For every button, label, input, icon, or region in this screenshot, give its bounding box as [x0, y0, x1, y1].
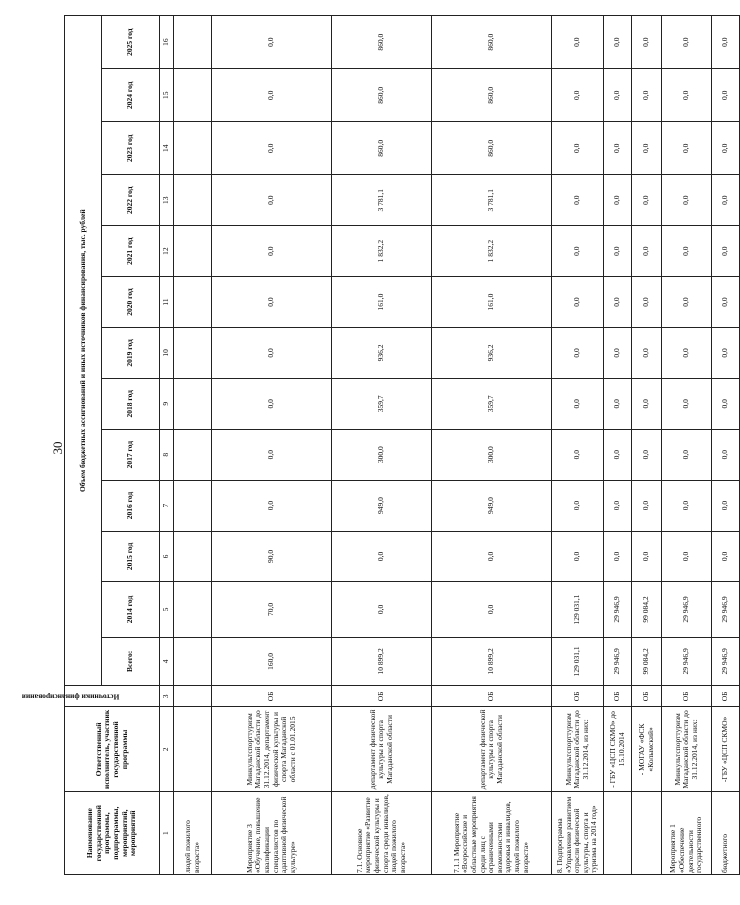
row-name: Мероприятие 3 «Обучение, повышение квалификации специалистов по адаптивной физической культуре»	[212, 792, 332, 875]
header-year: 2018 год	[102, 378, 160, 429]
table-row	[332, 16, 432, 875]
row-value: 0,0	[604, 122, 632, 175]
header-source: Источники финансирования	[21, 692, 119, 702]
row-value: 0,0	[212, 480, 332, 531]
row-value: 0,0	[604, 429, 632, 480]
row-value: 0,0	[712, 277, 740, 328]
header-year: 2022 год	[102, 175, 160, 226]
row-value: 3 781,1	[432, 175, 552, 226]
row-value: 0,0	[632, 429, 662, 480]
row-value: 29 946,9	[604, 582, 632, 637]
header-year: 2024 год	[102, 69, 160, 122]
row-value: 359,7	[432, 378, 552, 429]
row-source: ОБ	[552, 686, 604, 707]
header-year: 2023 год	[102, 122, 160, 175]
row-value: 0,0	[212, 122, 332, 175]
row-value: 0,0	[662, 122, 712, 175]
row-value: 0,0	[552, 378, 604, 429]
row-value: 0,0	[662, 226, 712, 277]
column-number: 7	[160, 480, 174, 531]
row-value: 0,0	[632, 531, 662, 582]
column-number: 16	[160, 16, 174, 69]
row-value: 0,0	[604, 16, 632, 69]
header-year: 2019 год	[102, 327, 160, 378]
row-value: 0,0	[604, 226, 632, 277]
row-value: 0,0	[552, 226, 604, 277]
row-value	[174, 327, 212, 378]
row-value	[174, 378, 212, 429]
row-value: 0,0	[662, 69, 712, 122]
row-value: 70,0	[212, 582, 332, 637]
row-value: 0,0	[604, 531, 632, 582]
row-source: ОБ	[712, 686, 740, 707]
rotated-table-container	[21, 15, 730, 875]
row-value: 0,0	[632, 378, 662, 429]
row-name	[604, 792, 632, 875]
row-executor: Минкультспорттуризм Магаданской области до 31.12.2014, департамент физической культуры и спорта Магаданской области с 01.01.2015	[212, 707, 332, 792]
row-value: 0,0	[662, 378, 712, 429]
header-year: 2016 год	[102, 480, 160, 531]
row-value	[174, 480, 212, 531]
row-value: 0,0	[712, 226, 740, 277]
column-number: 12	[160, 226, 174, 277]
row-value: 0,0	[604, 277, 632, 328]
row-name: людей пожилого возраста»	[174, 792, 212, 875]
row-value: 0,0	[552, 429, 604, 480]
column-number: 5	[160, 582, 174, 637]
row-value: 0,0	[712, 122, 740, 175]
row-total: 129 031,1	[552, 637, 604, 686]
row-value: 0,0	[432, 582, 552, 637]
row-value: 0,0	[212, 429, 332, 480]
row-value: 0,0	[662, 175, 712, 226]
row-executor: департамент физической культуры и спорта Магаданской области	[332, 707, 432, 792]
row-value: 860,0	[432, 122, 552, 175]
row-value	[174, 122, 212, 175]
column-number: 2	[160, 707, 174, 792]
header-year: 2025 год	[102, 16, 160, 69]
table-row	[174, 16, 212, 875]
row-total: 10 899,2	[432, 637, 552, 686]
row-value: 161,0	[332, 277, 432, 328]
column-number: 13	[160, 175, 174, 226]
header-executor: Ответственный исполнитель, участник государственной программы	[65, 707, 160, 792]
row-value: 99 084,2	[632, 582, 662, 637]
row-total: 29 946,9	[662, 637, 712, 686]
row-value: 0,0	[662, 327, 712, 378]
row-value	[174, 531, 212, 582]
row-value: 3 781,1	[332, 175, 432, 226]
row-value: 0,0	[632, 175, 662, 226]
row-name: 8. Подпрограмма «Управление развитием отрасли физической культуры, спорта и туризма на 2014 год»	[552, 792, 604, 875]
page-number: 30	[50, 441, 65, 455]
row-value: 0,0	[662, 531, 712, 582]
row-value: 29 946,9	[662, 582, 712, 637]
header-year: 2020 год	[102, 277, 160, 328]
row-value: 860,0	[432, 69, 552, 122]
row-value: 860,0	[332, 69, 432, 122]
row-source	[174, 686, 212, 707]
row-source: ОБ	[632, 686, 662, 707]
header-year: 2015 год	[102, 531, 160, 582]
table-row	[432, 16, 552, 875]
row-value: 0,0	[332, 582, 432, 637]
column-number: 4	[160, 637, 174, 686]
row-value: 90,0	[212, 531, 332, 582]
row-value: 0,0	[212, 175, 332, 226]
row-value: 0,0	[212, 378, 332, 429]
header-year: 2017 год	[102, 429, 160, 480]
row-value: 0,0	[662, 16, 712, 69]
row-value	[174, 69, 212, 122]
row-value: 129 031,1	[552, 582, 604, 637]
column-number-row	[160, 16, 174, 875]
row-executor: Минкультспорттуризм Магаданской области до 31.12.2014, из них:	[662, 707, 712, 792]
column-number: 6	[160, 531, 174, 582]
row-value	[174, 582, 212, 637]
row-executor: департамент физической культуры и спорта Магаданской области	[432, 707, 552, 792]
row-value: 0,0	[604, 327, 632, 378]
row-value: 0,0	[662, 277, 712, 328]
row-value: 0,0	[712, 175, 740, 226]
row-source: ОБ	[604, 686, 632, 707]
row-executor: - ГБУ «ЦСП СКМО» до 15.10.2014	[604, 707, 632, 792]
header-source-cell	[21, 686, 160, 707]
row-value: 0,0	[604, 480, 632, 531]
row-value: 0,0	[662, 480, 712, 531]
header-name: Наименование государственной программы, подпрограммы, мероприятий, мероприятий	[65, 792, 160, 875]
row-value: 0,0	[212, 69, 332, 122]
table-row	[604, 16, 632, 875]
row-value: 0,0	[604, 175, 632, 226]
row-value: 0,0	[632, 327, 662, 378]
column-number: 9	[160, 378, 174, 429]
row-value: 0,0	[552, 327, 604, 378]
table-row	[552, 16, 604, 875]
row-value	[174, 277, 212, 328]
row-value: 0,0	[632, 480, 662, 531]
row-value: 0,0	[712, 327, 740, 378]
row-name	[632, 792, 662, 875]
row-executor: - МОГАУ «ФСК «Колымский»	[632, 707, 662, 792]
row-total: 10 899,2	[332, 637, 432, 686]
row-value: 300,0	[332, 429, 432, 480]
row-value: 0,0	[712, 16, 740, 69]
row-value: 0,0	[604, 69, 632, 122]
row-executor	[174, 707, 212, 792]
table-row	[712, 16, 740, 875]
row-value: 949,0	[432, 480, 552, 531]
column-number: 8	[160, 429, 174, 480]
header-volume: Объем бюджетных ассигнований и иных источников финансирования, тыс. рублей	[65, 16, 102, 686]
row-value	[174, 429, 212, 480]
row-name: бюджетного	[712, 792, 740, 875]
row-executor: -ГБУ «ЦСП СКМО»	[712, 707, 740, 792]
row-value: 0,0	[552, 175, 604, 226]
row-name: 7.1. Основное мероприятие «Развитие физической культуры и спорта среди инвалидов, людей пожилого возраста»	[332, 792, 432, 875]
row-value: 0,0	[552, 531, 604, 582]
row-value: 0,0	[332, 531, 432, 582]
row-value: 0,0	[632, 16, 662, 69]
header-year: 2021 год	[102, 226, 160, 277]
row-value: 0,0	[552, 16, 604, 69]
column-number: 1	[160, 792, 174, 875]
row-value: 0,0	[632, 226, 662, 277]
financing-table	[21, 15, 740, 875]
row-value: 0,0	[212, 327, 332, 378]
row-value: 0,0	[632, 69, 662, 122]
row-value: 0,0	[432, 531, 552, 582]
row-value: 860,0	[432, 16, 552, 69]
row-value: 1 832,2	[432, 226, 552, 277]
table-row	[662, 16, 712, 875]
row-value: 0,0	[552, 277, 604, 328]
row-value: 161,0	[432, 277, 552, 328]
header-total: Всего:	[102, 637, 160, 686]
row-value: 0,0	[552, 480, 604, 531]
row-source: ОБ	[332, 686, 432, 707]
row-value: 0,0	[552, 69, 604, 122]
row-value: 949,0	[332, 480, 432, 531]
table-row	[632, 16, 662, 875]
row-value: 0,0	[212, 226, 332, 277]
column-number: 15	[160, 69, 174, 122]
row-value: 936,2	[432, 327, 552, 378]
row-value: 300,0	[432, 429, 552, 480]
row-value: 0,0	[712, 69, 740, 122]
row-value: 0,0	[662, 429, 712, 480]
row-executor: Минкультспорттуризм Магаданской области до 31.12.2014, из них:	[552, 707, 604, 792]
column-number: 3	[160, 686, 174, 707]
table-body	[174, 16, 740, 875]
row-value	[174, 175, 212, 226]
table-row	[212, 16, 332, 875]
row-value: 0,0	[212, 277, 332, 328]
row-total	[174, 637, 212, 686]
row-value: 0,0	[632, 277, 662, 328]
header-year: 2014 год	[102, 582, 160, 637]
row-value: 0,0	[712, 378, 740, 429]
column-number: 11	[160, 277, 174, 328]
row-source: ОБ	[432, 686, 552, 707]
row-value: 0,0	[712, 429, 740, 480]
row-value: 0,0	[552, 122, 604, 175]
row-value: 29 946,9	[712, 582, 740, 637]
row-value: 0,0	[604, 378, 632, 429]
row-source: ОБ	[662, 686, 712, 707]
row-value: 0,0	[632, 122, 662, 175]
row-name: 7.1.1 Мероприятие «Всероссийские и областные мероприятия среди лиц с ограниченными возможностями здоровья и инвалидов, людей пожилого возраста»	[432, 792, 552, 875]
row-value	[174, 16, 212, 69]
row-total: 160,0	[212, 637, 332, 686]
column-number: 14	[160, 122, 174, 175]
column-number: 10	[160, 327, 174, 378]
row-value: 860,0	[332, 122, 432, 175]
row-value: 936,2	[332, 327, 432, 378]
row-value: 0,0	[212, 16, 332, 69]
row-value: 860,0	[332, 16, 432, 69]
row-total: 99 084,2	[632, 637, 662, 686]
row-total: 29 946,9	[712, 637, 740, 686]
row-total: 29 946,9	[604, 637, 632, 686]
row-source: ОБ	[212, 686, 332, 707]
row-value: 0,0	[712, 531, 740, 582]
row-name: Мероприятие 1 «Обеспечение деятельности государственного	[662, 792, 712, 875]
row-value: 0,0	[712, 480, 740, 531]
row-value	[174, 226, 212, 277]
row-value: 1 832,2	[332, 226, 432, 277]
row-value: 359,7	[332, 378, 432, 429]
